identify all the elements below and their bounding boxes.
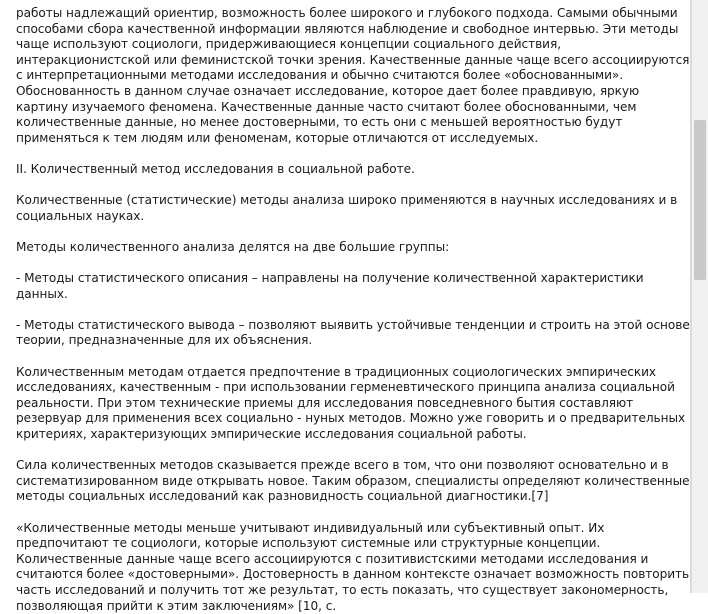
paragraph-strength: Сила количественных методов сказывается прежде всего в том, что они позволяют основательно и в систематизированном виде открывать новое. Таким образом, специалисты определяют количественные методы социальных исследований как разновидность социальной диагностики.[7] [16, 458, 690, 504]
list-item-inferential: - Методы статистического вывода – позволяют выявить устойчивые тенденции и строить на этой основе теории, предназначенные для их объяснения. [16, 317, 690, 348]
paragraph-preference: Количественным методам отдается предпочтение в традиционных социологических эмпирических исследованиях, качественным - при использовании герменевтического принципа анализа социальной реальности. При этом технические приемы для исследования повседневного бытия составляют резервуар для применения всех социально - нуных методов. Можно уже говорить и о предварительных критериях, характеризующих эмпирические исследования социальной работы. [16, 364, 686, 442]
paragraph-quote: «Количественные методы меньше учитывают индивидуальный или субъективный опыт. Их предпочитают те социологи, которые используют системные или структурные концепции. Количественные данные чаще всего ассоциируются с позитивистскими методами исследования и считаются более «достоверными». Достоверность в данном контексте означает возможность повторить часть исследований и получить тот же результат, то есть показать, что существует закономерность, позволяющая прийти к этим заключениям» [10, с. [16, 520, 690, 613]
scrollbar-thumb[interactable] [694, 120, 706, 280]
paragraph-qualitative-data: работы надлежащий ориентир, возможность более широкого и глубокого подхода. Самыми обычными способами сбора качественной информации являются наблюдение и свободное интервью. Эти методы чаще используют социологи, придерживающиеся концепции социального действия, интеракционистской или феминистской точки зрения. Качественные данные чаще всего ассоциируются с интерпретационными методами исследования и обычно считаются более «обоснованными». Обоснованность в данном случае означает исследование, которое дает более правдивую, яркую картину изучаемого феномена. Качественные данные часто считают более обоснованными, чем количественные данные, но менее достоверными, то есть они с меньшей вероятностью будут применяться к тем людям или феноменам, которые отличаются от исследуемых. [16, 6, 690, 145]
paragraph-quantitative-intro: Количественные (статистические) методы анализа широко применяются в научных исследованиях и в социальных науках. [16, 193, 678, 223]
paragraph-method-groups: Методы количественного анализа делятся на две большие группы: [16, 239, 450, 254]
list-item-descriptive: - Методы статистического описания – направлены на получение количественной характеристики данных. [16, 271, 644, 301]
vertical-scrollbar[interactable] [691, 0, 708, 593]
section-heading: II. Количественный метод исследования в социальной работе. [16, 161, 415, 176]
